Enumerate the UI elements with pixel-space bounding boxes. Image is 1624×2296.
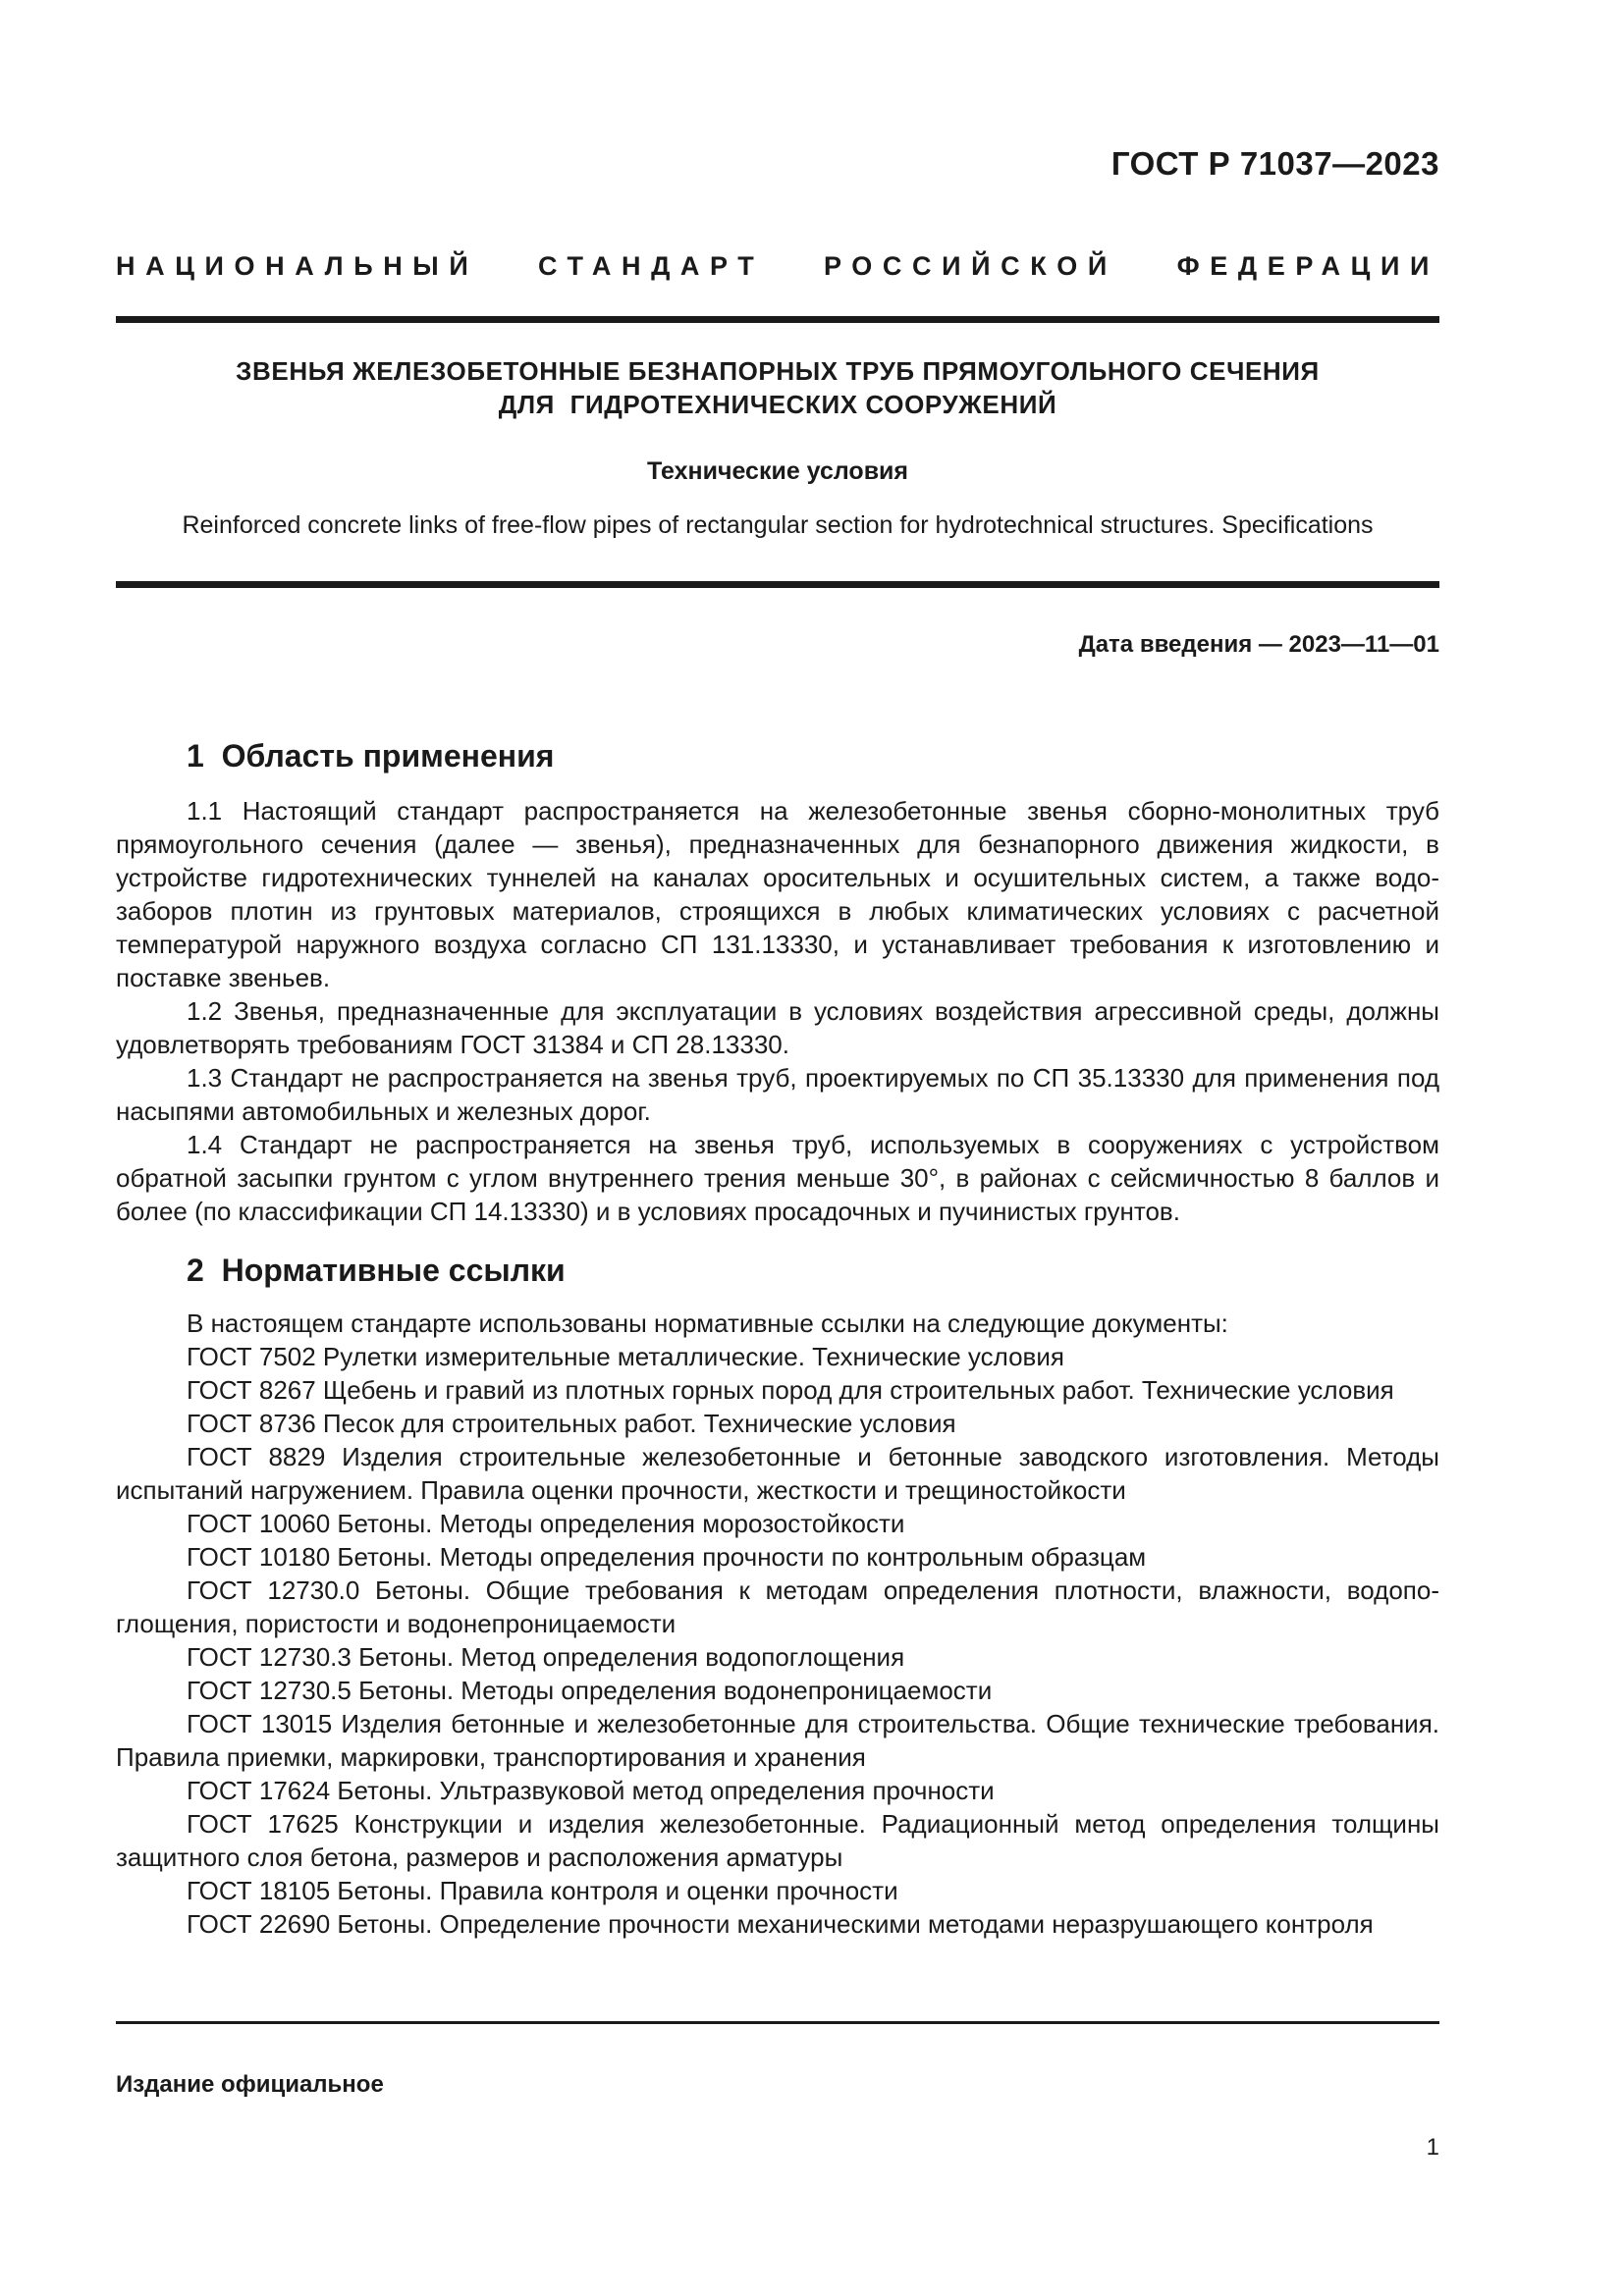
reference-item: ГОСТ 8736 Песок для строительных работ. Технические условия — [187, 1409, 956, 1438]
title-rule — [116, 581, 1439, 588]
reference-item: ГОСТ 7502 Рулетки измерительные металлические. Технические условия — [187, 1342, 1064, 1371]
section-1-paragraph: 1.1 Настоящий стандарт распространяется на железобетонные звенья сборно-монолитных труб прямоугольного сечения (далее — звенья), предназначенных для безнапорного движения жидкости, в устройстве гидротехнических туннелей на каналах оросительных и осушительных систем, а также водозаборов плотин из грунтовых материалов, строящихся в любых климатических условиях с расчетной температурой наружного воздуха согласно СП 131.13330, и устанавливает требования к изготовлению и поставке звеньев. — [116, 796, 1439, 992]
reference-item: ГОСТ 22690 Бетоны. Определение прочности механическими методами неразрушающего контроля — [187, 1909, 1374, 1939]
reference-item: ГОСТ 18105 Бетоны. Правила контроля и оценки прочности — [187, 1876, 898, 1905]
english-title: Reinforced concrete links of free-flow pipes of rectangular section for hydrotechnical structures. Specifications — [182, 511, 1374, 539]
official-edition-label: Издание официальное — [116, 2071, 384, 2098]
reference-item: ГОСТ 8267 Щебень и гравий из плотных горных пород для строительных работ. Технические условия — [187, 1375, 1394, 1405]
reference-item: ГОСТ 12730.5 Бетоны. Методы определения водонепроницаемости — [187, 1676, 993, 1705]
header-rule — [116, 316, 1439, 323]
section-1-paragraph: 1.2 Звенья, предназначенные для эксплуатации в условиях воздействия агрессивной среды, должны удовлетворять требованиям ГОСТ 31384 и СП 28.13330. — [116, 996, 1439, 1059]
section-1-paragraph: 1.3 Стандарт не распространяется на звенья труб, проектируемых по СП 35.13330 для применения под насыпями автомобильных и железных дорог. — [116, 1063, 1439, 1126]
national-standard-banner: НАЦИОНАЛЬНЫЙ СТАНДАРТ РОССИЙСКОЙ ФЕДЕРАЦИИ — [116, 251, 1439, 281]
footer-rule — [116, 2021, 1439, 2024]
section-2-heading: 2 Нормативные ссылки — [187, 1253, 566, 1288]
reference-item: ГОСТ 8829 Изделия строительные железобетонные и бетонные заводского изготовления. Методы испытаний нагружением. Правила оценки прочности, жесткости и трещиностойкости — [116, 1442, 1439, 1505]
document-number: ГОСТ Р 71037—2023 — [1110, 145, 1439, 182]
reference-intro: В настоящем стандарте использованы нормативные ссылки на следующие документы: — [187, 1308, 1228, 1338]
reference-item: ГОСТ 17625 Конструкции и изделия железобетонные. Радиационный метод определения толщины защитного слоя бетона, размеров и расположения арматуры — [116, 1809, 1439, 1872]
reference-item: ГОСТ 13015 Изделия бетонные и железобетонные для строительства. Общие технические требования. Правила приемки, маркировки, транспортирования и хранения — [116, 1709, 1439, 1772]
section-1-heading: 1 Область применения — [187, 738, 555, 774]
page-number: 1 — [1426, 2134, 1439, 2161]
introduction-date: Дата введения — 2023—11—01 — [1078, 631, 1439, 658]
reference-item: ГОСТ 17624 Бетоны. Ультразвуковой метод определения прочности — [187, 1776, 995, 1805]
reference-item: ГОСТ 12730.3 Бетоны. Метод определения водопоглощения — [187, 1642, 905, 1672]
document-title — [116, 354, 1439, 421]
reference-item: ГОСТ 10060 Бетоны. Методы определения морозостойкости — [187, 1509, 905, 1538]
title-line-1: ЗВЕНЬЯ ЖЕЛЕЗОБЕТОННЫЕ БЕЗНАПОРНЫХ ТРУБ ПРЯМОУГОЛЬНОГО СЕЧЕНИЯ — [236, 356, 1320, 386]
title-line-2: ДЛЯ ГИДРОТЕХНИЧЕСКИХ СООРУЖЕНИЙ — [498, 390, 1057, 419]
section-1-paragraph: 1.4 Стандарт не распространяется на звенья труб, используемых в сооружениях с устройством обратной засыпки грунтом с углом внутреннего трения меньше 30°, в районах с сейсмичностью 8 баллов и более (по классификации СП 14.13330) и в условиях просадочных и пучинистых грунтов. — [116, 1130, 1439, 1226]
document-body — [116, 736, 1439, 1941]
reference-item: ГОСТ 12730.0 Бетоны. Общие требования к методам определения плотности, влажности, водопоглощения, пористости и водонепроницаемости — [116, 1575, 1439, 1638]
document-subtitle: Технические условия — [646, 457, 909, 485]
reference-item: ГОСТ 10180 Бетоны. Методы определения прочности по контрольным образцам — [187, 1542, 1147, 1572]
